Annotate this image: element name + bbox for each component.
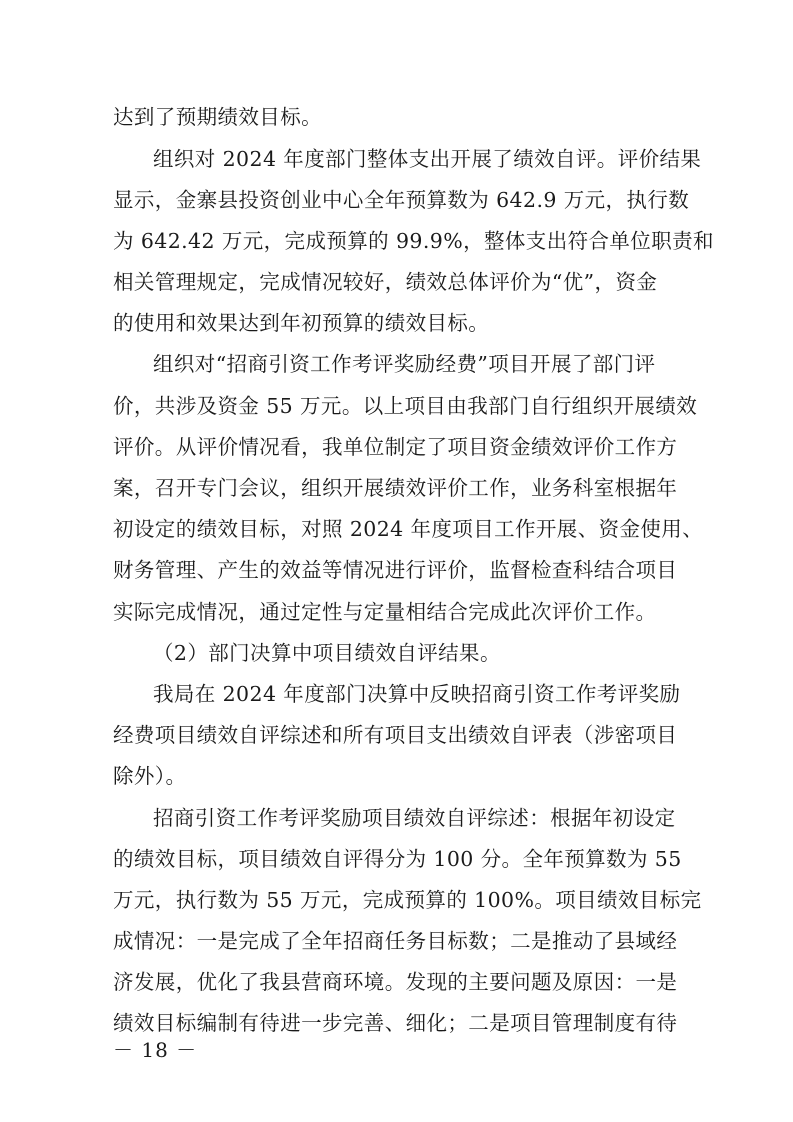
body-text-line: 显示，金寨县投资创业中心全年预算数为 642.9 万元，执行数 <box>113 188 690 212</box>
body-text-line: 的使用和效果达到年初预算的绩效目标。 <box>113 311 490 335</box>
section-heading: （2）部门决算中项目绩效自评结果。 <box>153 641 501 665</box>
body-text-line: 价，共涉及资金 55 万元。以上项目由我部门自行组织开展绩效 <box>113 394 698 418</box>
paragraph-first-line: 组织对 2024 年度部门整体支出开展了绩效自评。评价结果 <box>153 147 702 171</box>
paragraph-first-line: 招商引资工作考评奖励项目绩效自评综述：根据年初设定 <box>153 806 676 830</box>
body-text-line: 实际完成情况，通过定性与定量相结合完成此次评价工作。 <box>113 600 657 624</box>
body-text-line: 的绩效目标，项目绩效自评得分为 100 分。全年预算数为 55 <box>113 847 682 871</box>
paragraph-first-line: 组织对“招商引资工作考评奖励经费”项目开展了部门评 <box>153 352 656 376</box>
body-text-line: 成情况：一是完成了全年招商任务目标数；二是推动了县域经 <box>113 929 678 953</box>
body-text-line: 济发展，优化了我县营商环境。发现的主要问题及原因：一是 <box>113 970 678 994</box>
body-text-line: 初设定的绩效目标，对照 2024 年度项目工作开展、资金使用、 <box>113 517 704 541</box>
body-text-line: 达到了预期绩效目标。 <box>113 105 322 129</box>
body-text-line: 为 642.42 万元，完成预算的 99.9%，整体支出符合单位职责和 <box>113 229 714 253</box>
body-text-line: 万元，执行数为 55 万元，完成预算的 100%。项目绩效目标完 <box>113 888 702 912</box>
body-text-line: 财务管理、产生的效益等情况进行评价，监督检查科结合项目 <box>113 558 678 582</box>
body-text-line: 案，召开专门会议，组织开展绩效评价工作，业务科室根据年 <box>113 476 678 500</box>
body-text-line: 绩效目标编制有待进一步完善、细化；二是项目管理制度有待 <box>113 1011 678 1035</box>
body-text-line: 经费项目绩效自评综述和所有项目支出绩效自评表（涉密项目 <box>113 723 678 747</box>
page-number: － 18 － <box>113 1038 198 1062</box>
paragraph-first-line: 我局在 2024 年度部门决算中反映招商引资工作考评奖励 <box>153 682 681 706</box>
body-text-line: 除外）。 <box>113 764 187 788</box>
body-text-line: 相关管理规定，完成情况较好，绩效总体评价为“优”，资金 <box>113 270 658 294</box>
body-text-line: 评价。从评价情况看，我单位制定了项目资金绩效评价工作方 <box>113 435 678 459</box>
